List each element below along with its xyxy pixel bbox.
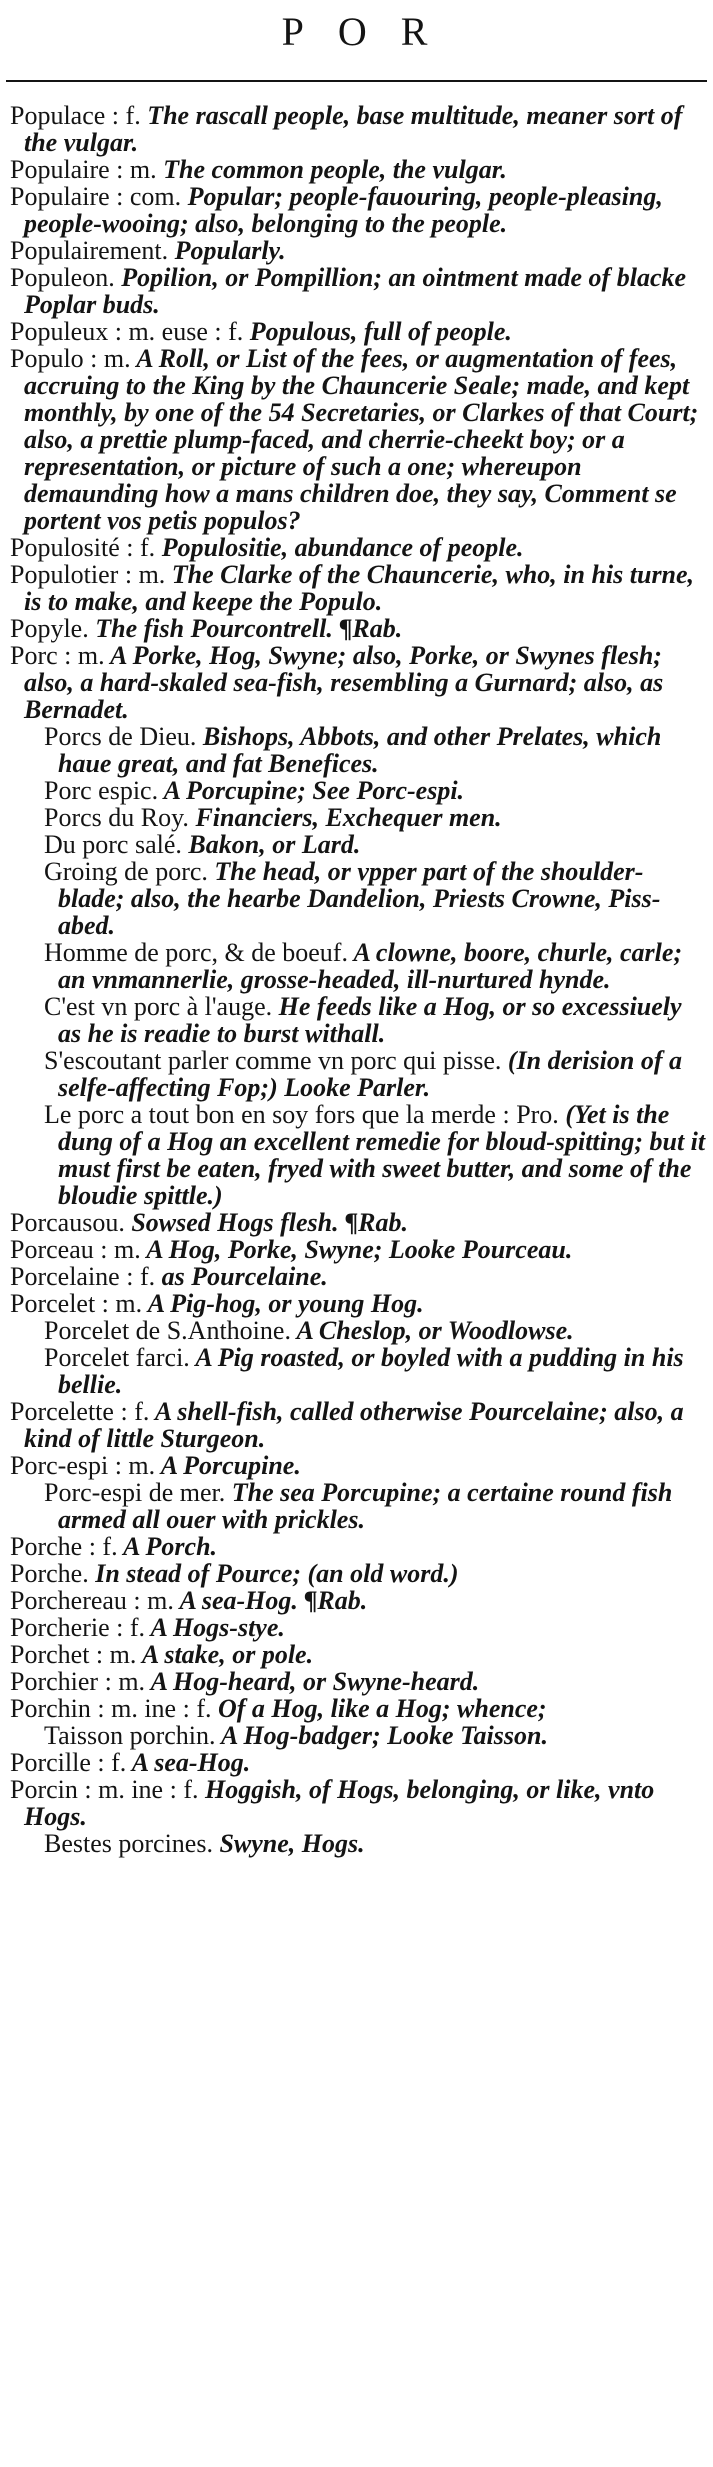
dictionary-entry [10, 1749, 708, 1776]
entry-definition: Hoggish, of Hogs, belonging, or like, vnto Hogs. [24, 1775, 655, 1831]
entry-grammar: m. [111, 1667, 146, 1696]
dictionary-entry [10, 156, 708, 183]
dictionary-entry [10, 1695, 708, 1722]
entry-definition: A Pig roasted, or boyled with a pudding in his bellie. [58, 1343, 684, 1399]
dictionary-entry [10, 1452, 708, 1479]
dictionary-entry [10, 1722, 708, 1749]
entry-definition: Of a Hog, like a Hog; whence; [211, 1694, 547, 1723]
entry-definition: A shell-fish, called otherwise Pourcelaine; also, a kind of little Sturgeon. [24, 1397, 684, 1453]
entry-definition: Bakon, or Lard. [181, 830, 361, 859]
dictionary-entry [10, 1344, 708, 1398]
entry-definition: (In derision of a selfe-affecting Fop;) Looke Parler. [58, 1046, 682, 1102]
entry-headword: C'est vn porc à l'auge. [44, 992, 273, 1021]
dictionary-entry [10, 1101, 708, 1209]
entry-headword: Porchier : [10, 1667, 112, 1696]
entry-headword: Populo : [10, 344, 98, 373]
entry-definition: In stead of Pource; (an old word.) [88, 1559, 459, 1588]
entry-headword: Porchereau : [10, 1586, 141, 1615]
entry-grammar: f. [104, 1748, 127, 1777]
dictionary-entry [10, 723, 708, 777]
dictionary-entry [10, 1641, 708, 1668]
entry-headword: Populaire : [10, 155, 124, 184]
entry-grammar: f. [123, 1613, 146, 1642]
entry-headword: Bestes porcines. [44, 1829, 213, 1858]
dictionary-entry [10, 102, 708, 156]
entry-definition: A Roll, or List of the fees, or augmentation of fees, accruing to the King by the Chauncerie Seale; made, and kept monthly, by one of the 54 Secretaries, or Clarkes of that Court; also, a prettie plump-faced, and cherrie-cheekt boy; or a representation, or picture of such a one; whereupon demaunding how a mans children doe, they say, Comment se portent vos petis populos? [24, 344, 699, 535]
entry-definition: A sea-Hog. [126, 1748, 251, 1777]
dictionary-entry [10, 615, 708, 642]
entry-headword: Porche. [10, 1559, 89, 1588]
entry-definition: Popular; people-fauouring, people-pleasing, people-wooing; also, belonging to the people. [24, 182, 663, 238]
entry-grammar: m. [103, 1640, 137, 1669]
dictionary-entry [10, 1398, 708, 1452]
entry-definition: A Cheslop, or Woodlowse. [290, 1316, 574, 1345]
entry-headword: Porche : [10, 1532, 96, 1561]
entry-definition: (Yet is the dung of a Hog an excellent remedie for bloud-spitting; but it must first be eaten, fryed with sweet butter, and some of the bloudie spittle.) [58, 1100, 706, 1210]
dictionary-entry [10, 993, 708, 1047]
entry-grammar: f. [133, 533, 156, 562]
entry-headword: Populosité : [10, 533, 134, 562]
entry-headword: Populeux : [10, 317, 122, 346]
entry-headword: Populaire : [10, 182, 124, 211]
page-header [0, 0, 713, 80]
dictionary-entry [10, 1479, 708, 1533]
entry-definition: A Porch. [117, 1532, 218, 1561]
entry-headword: Porcelet de S.Anthoine. [44, 1316, 291, 1345]
dictionary-entry [10, 183, 708, 237]
entry-headword: Populairement. [10, 236, 169, 265]
entry-headword: Porcelet : [10, 1289, 109, 1318]
entry-grammar: f. [119, 101, 141, 130]
dictionary-entry [10, 1290, 708, 1317]
dictionary-entry [10, 1533, 708, 1560]
entry-headword: Groing de porc. [44, 857, 208, 886]
entry-headword: Porc : [10, 641, 72, 670]
entry-headword: Taisson porchin. [44, 1721, 216, 1750]
header-rule [6, 80, 707, 82]
entry-definition: A sea-Hog. ¶Rab. [173, 1586, 368, 1615]
entry-definition: A Porcupine; See Porc-espi. [158, 776, 465, 805]
entry-headword: S'escoutant parler comme vn porc qui pisse. [44, 1046, 502, 1075]
entry-grammar: m. [140, 1586, 174, 1615]
entry-headword: Porceau : [10, 1235, 108, 1264]
dictionary-entry [10, 1614, 708, 1641]
entry-headword: Populeon. [10, 263, 115, 292]
dictionary-entry [10, 1209, 708, 1236]
entry-grammar: m. ine : f. [91, 1775, 199, 1804]
entry-headword: Porcelet farci. [44, 1343, 190, 1372]
entry-grammar: m. [132, 560, 166, 589]
dictionary-entry [10, 264, 708, 318]
entry-headword: Populotier : [10, 560, 133, 589]
entry-headword: Homme de porc, & de boeuf. [44, 938, 348, 967]
entry-definition: Sowsed Hogs flesh. ¶Rab. [124, 1208, 408, 1237]
dictionary-entry [10, 858, 708, 939]
dictionary-entry [10, 1236, 708, 1263]
entry-headword: Porchet : [10, 1640, 104, 1669]
entry-definition: The Clarke of the Chauncerie, who, in his turne, is to make, and keepe the Populo. [24, 560, 695, 616]
entry-headword: Populace : [10, 101, 120, 130]
dictionary-entry [10, 642, 708, 723]
dictionary-entry [10, 318, 708, 345]
entry-headword: Porc espic. [44, 776, 159, 805]
dictionary-entry [10, 1776, 708, 1830]
entry-grammar: m. [107, 1235, 141, 1264]
entry-definition: Popularly. [168, 236, 286, 265]
entry-headword: Popyle. [10, 614, 89, 643]
dictionary-entry [10, 1560, 708, 1587]
entry-headword: Porcs de Dieu. [44, 722, 197, 751]
entry-definition: A clowne, boore, churle, carle; an vnmannerlie, grosse-headed, ill-nurtured hynde. [58, 938, 683, 994]
entry-definition: The sea Porcupine; a certaine round fish armed all ouer with prickles. [58, 1478, 673, 1534]
dictionary-entry [10, 1317, 708, 1344]
entry-headword: Porcin : [10, 1775, 92, 1804]
entry-grammar: m. euse : f. [121, 317, 244, 346]
entry-definition: A Hog, Porke, Swyne; Looke Pourceau. [140, 1235, 573, 1264]
entry-grammar: f. [133, 1262, 156, 1291]
entry-definition: The rascall people, base multitude, meaner sort of the vulgar. [24, 101, 683, 157]
entry-definition: A Hog-badger; Looke Taisson. [215, 1721, 548, 1750]
entry-definition: The common people, the vulgar. [156, 155, 507, 184]
entry-definition: A Porke, Hog, Swyne; also, Porke, or Swynes flesh; also, a hard-skaled sea-fish, resembling a Gurnard; also, as Bernadet. [24, 641, 664, 724]
entry-headword: Porcs du Roy. [44, 803, 189, 832]
entry-grammar: m. [97, 344, 131, 373]
page-title: POR [281, 9, 462, 54]
dictionary-entry [10, 534, 708, 561]
entry-definition: A Porcupine. [155, 1451, 301, 1480]
dictionary-entry [10, 1830, 708, 1857]
entry-headword: Porcherie : [10, 1613, 124, 1642]
entry-definition: Populositie, abundance of people. [155, 533, 524, 562]
entry-headword: Porcelette : [10, 1397, 128, 1426]
entry-definition: as Pourcelaine. [155, 1262, 328, 1291]
entry-definition: Populous, full of people. [243, 317, 512, 346]
entry-definition: Swyne, Hogs. [212, 1829, 365, 1858]
entry-headword: Porc-espi de mer. [44, 1478, 226, 1507]
entry-definition: Financiers, Exchequer men. [188, 803, 502, 832]
entry-headword: Porc-espi : [10, 1451, 122, 1480]
entry-headword: Porcelaine : [10, 1262, 134, 1291]
entry-grammar: f. [95, 1532, 118, 1561]
entry-definition: Bishops, Abbots, and other Prelates, which haue great, and fat Benefices. [58, 722, 662, 778]
dictionary-entry [10, 1263, 708, 1290]
entry-grammar: m. [123, 155, 157, 184]
dictionary-entry [10, 345, 708, 534]
dictionary-entry [10, 1047, 708, 1101]
dictionary-entry [10, 777, 708, 804]
entry-headword: Du porc salé. [44, 830, 182, 859]
entry-headword: Porcille : [10, 1748, 105, 1777]
dictionary-entry [10, 1668, 708, 1695]
entry-definition: Popilion, or Pompillion; an ointment made of blacke Poplar buds. [24, 263, 687, 319]
entry-definition: A Pig-hog, or young Hog. [142, 1289, 424, 1318]
entry-definition: A Hog-heard, or Swyne-heard. [145, 1667, 480, 1696]
entry-definition: A Hogs-stye. [145, 1613, 285, 1642]
entry-grammar: m. ine : f. [104, 1694, 212, 1723]
entry-grammar: com. [123, 182, 182, 211]
entry-grammar: f. [127, 1397, 150, 1426]
entry-headword: Porcausou. [10, 1208, 125, 1237]
dictionary-entry [10, 561, 708, 615]
dictionary-entry [10, 939, 708, 993]
dictionary-entry [10, 1587, 708, 1614]
entry-grammar: m. [71, 641, 105, 670]
entry-definition: The fish Pourcontrell. ¶Rab. [88, 614, 403, 643]
entry-headword: Le porc a tout bon en soy fors que la merde : Pro. [44, 1100, 559, 1129]
entry-headword: Porchin : [10, 1694, 105, 1723]
entry-definition: He feeds like a Hog, or so excessiuely as he is readie to burst withall. [58, 992, 682, 1048]
entry-grammar: m. [121, 1451, 156, 1480]
entry-definition: A stake, or pole. [136, 1640, 314, 1669]
dictionary-entry [10, 831, 708, 858]
dictionary-entry [10, 804, 708, 831]
dictionary-entry [10, 237, 708, 264]
dictionary-entries [10, 102, 708, 1857]
entry-definition: The head, or vpper part of the shoulder-blade; also, the hearbe Dandelion, Priests Crowne, Piss-abed. [58, 857, 661, 940]
entry-grammar: m. [108, 1289, 143, 1318]
